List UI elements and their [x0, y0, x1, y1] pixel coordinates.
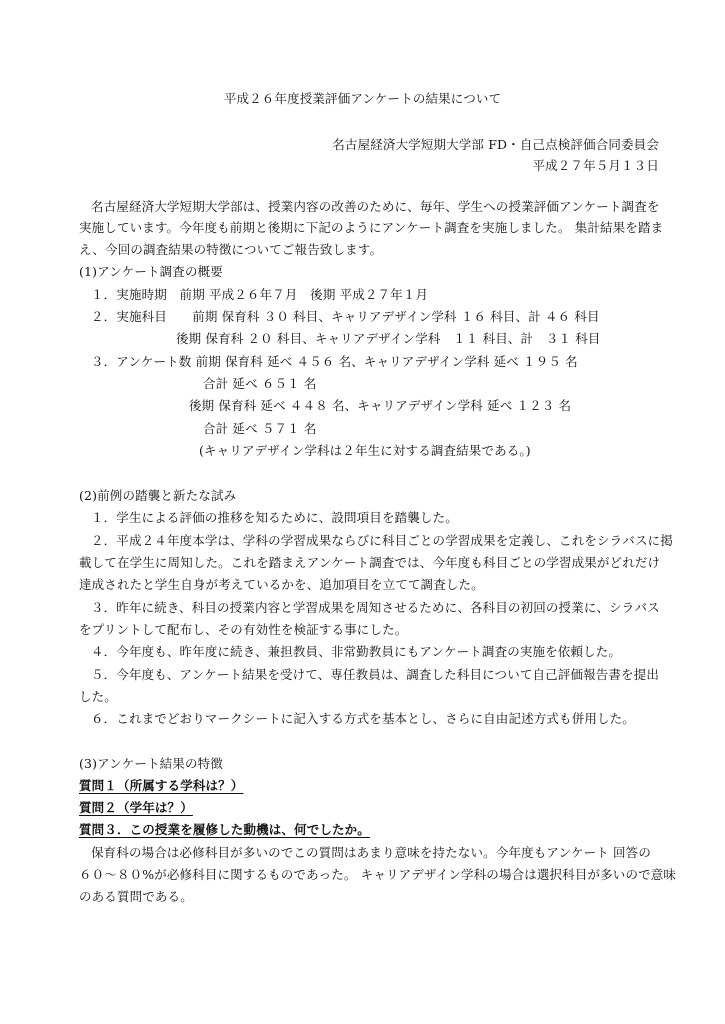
- question-heading: 質問１（所属する学科は？）: [79, 778, 244, 793]
- question-heading: 質問３．この授業を履修した動機は、何でしたか。: [79, 822, 370, 837]
- practice-line: ２．平成２４年度本学は、学科の学習成果ならびに科目ごとの学習成果を定義し、これをシラバスに掲: [91, 533, 673, 548]
- result-line: 保育科の場合は必修科目が多いのでこの質問はあまり意味を持たない。今年度もアンケート 回答の: [91, 845, 651, 860]
- practice-line: ３．昨年に続き、科目の授業内容と学習成果を周知させるために、各科目の初回の授業に、シラバス: [91, 600, 660, 615]
- practice-line: をプリントして配布し、その有効性を検証する事にした。: [79, 622, 408, 637]
- document-date: 平成２７年５月１３日: [532, 158, 659, 173]
- overview-line: 後期 保育科 延べ ４４８ 名、キャリアデザイン学科 延べ １２３ 名: [189, 398, 572, 413]
- result-line: ６０〜８０%が必修科目に関するものであった。 キャリアデザイン学科の場合は選択科目が多いので意味: [79, 867, 677, 882]
- practice-line: ５．今年度も、アンケート結果を受けて、専任教員は、調査した科目について自己評価報告書を提出: [91, 667, 660, 682]
- section2-heading: (2)前例の踏襲と新たな試み: [79, 488, 237, 503]
- section3-heading: (3)アンケート結果の特徴: [79, 756, 223, 771]
- overview-note: (キャリアデザイン学科は２年生に対する調査結果である。): [199, 443, 531, 458]
- practice-line: 達成されたと学生自身が考えているかを、追加項目を立てて調査した。: [79, 577, 484, 592]
- organization-name: 名古屋経済大学短期大学部 FD・自己点検評価合同委員会: [332, 137, 659, 152]
- section1-heading: (1)アンケート調査の概要: [79, 264, 223, 279]
- intro-line: 名古屋経済大学短期大学部は、授業内容の改善のために、毎年、学生への授業評価アンケート調査を: [91, 199, 660, 214]
- result-line: のある質問である。: [79, 889, 193, 904]
- practice-line: した。: [79, 689, 117, 704]
- overview-line: 合計 延べ ５７１ 名: [203, 421, 317, 436]
- practice-line: １．学生による評価の推移を知るために、設問項目を踏襲した。: [91, 510, 458, 525]
- overview-line: ３．アンケート数 前期 保育科 延べ ４５６ 名、キャリアデザイン学科 延べ １９５ 名: [91, 354, 578, 369]
- practice-line: 載して在学生に周知した。これを踏まえアンケート調査では、今年度も科目ごとの学習成果がどれだけ: [79, 555, 661, 570]
- document-title: 平成２６年度授業評価アンケートの結果について: [223, 91, 502, 106]
- intro-line: え、今回の調査結果の特徴についてご報告致します。: [79, 242, 383, 257]
- question-heading: 質問２（学年は？）: [79, 800, 193, 815]
- practice-line: ６．これまでどおりマークシートに記入する方式を基本とし、さらに自由記述方式も併用した。: [91, 711, 635, 726]
- overview-line: 合計 延べ ６５１ 名: [203, 376, 317, 391]
- overview-line: ２．実施科目 前期 保育科 ３０ 科目、キャリアデザイン学科 １６ 科目、計 ４６ 科目: [91, 309, 600, 324]
- practice-line: ４．今年度も、昨年度に続き、兼担教員、非常勤教員にもアンケート調査の実施を依頼した。: [91, 644, 622, 659]
- overview-line: １．実施時期 前期 平成２６年７月 後期 平成２７年１月: [91, 287, 429, 302]
- overview-line: 後期 保育科 ２０ 科目、キャリアデザイン学科 １１ 科目、計 ３１ 科目: [176, 331, 601, 346]
- intro-line: 実施しています。今年度も前期と後期に下記のようにアンケート調査を実施しました。 集計結果を踏ま: [79, 220, 664, 235]
